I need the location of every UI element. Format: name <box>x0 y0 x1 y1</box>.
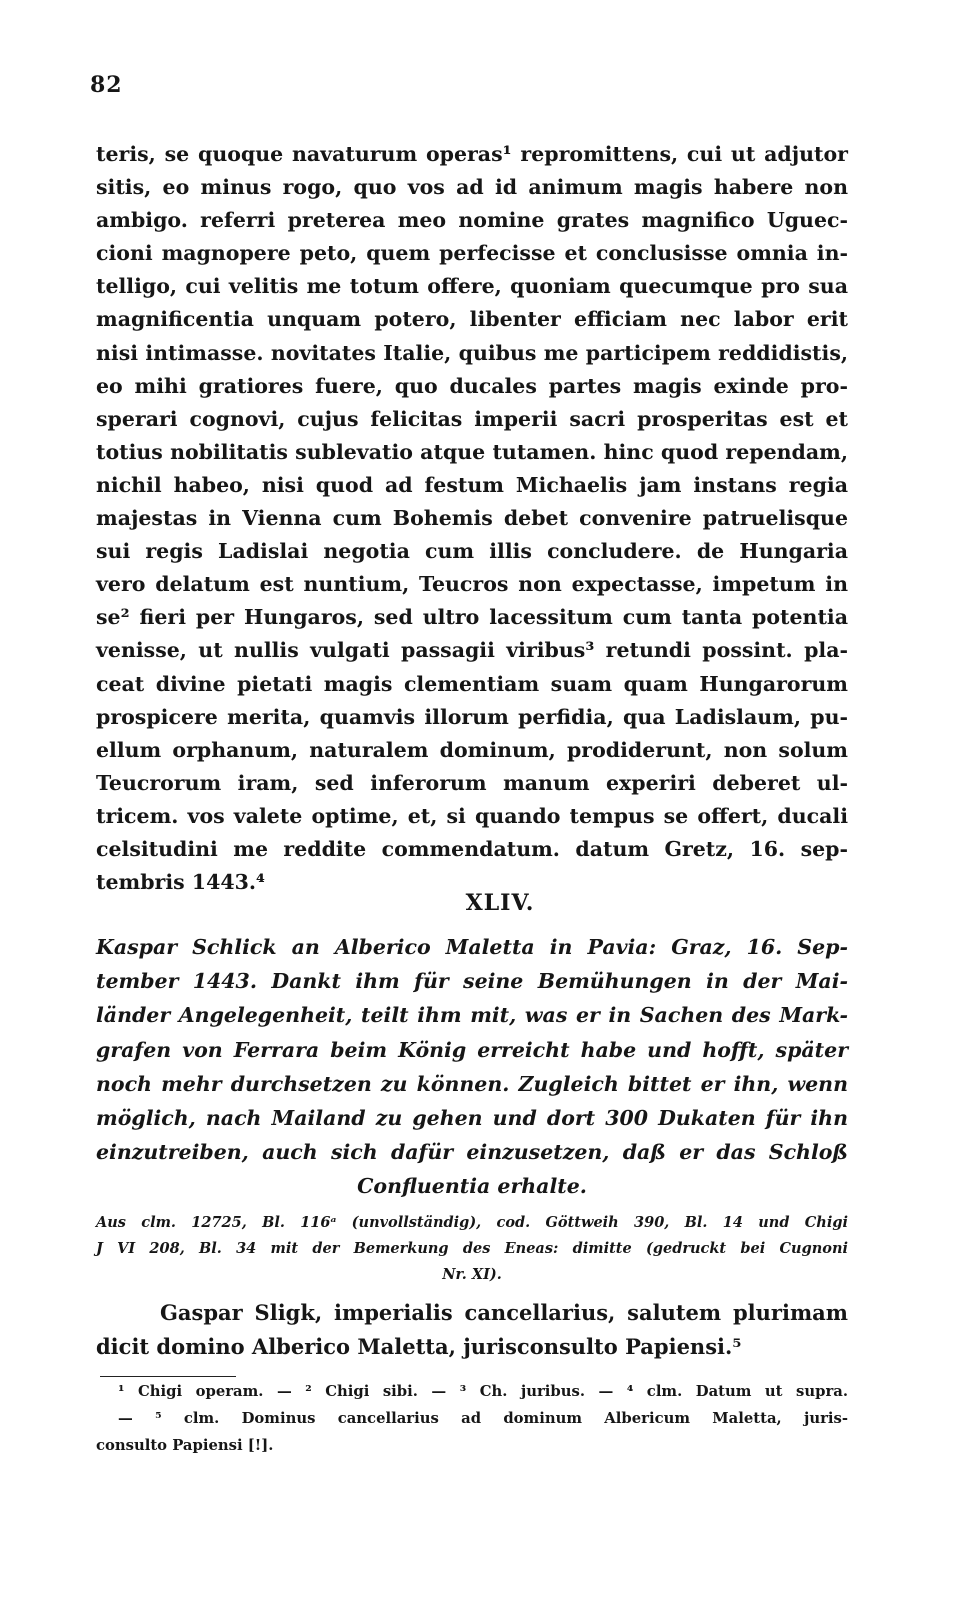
salutation-line: dicit domino Alberico Maletta, jurisconsulto Papiensi.⁵ <box>96 1334 742 1359</box>
body-line: se² fieri per Hungaros, sed ultro lacessitum cum tanta potentia <box>96 605 848 630</box>
source-note <box>96 1210 848 1288</box>
letter-salutation <box>96 1296 848 1364</box>
document-number-heading: XLIV. <box>465 890 535 916</box>
abstract-line: Kaspar Schlick an Alberico Maletta in Pavia: Graz, 16. Sep- <box>96 935 848 959</box>
body-line: cioni magnopere peto, quem perfecisse et conclusisse omnia in- <box>96 241 848 266</box>
footnote-line: ¹ Chigi operam. — ² Chigi sibi. — ³ Ch. juribus. — ⁴ clm. Datum ut supra. <box>118 1383 848 1400</box>
footnote-divider <box>100 1376 236 1377</box>
body-line: sui regis Ladislai negotia cum illis concludere. de Hungaria <box>96 539 848 564</box>
salutation-line: Gaspar Sligk, imperialis cancellarius, salutem plurimam <box>160 1300 848 1325</box>
abstract-line: einzutreiben, auch sich dafür einzusetzen, daß er das Schloß <box>96 1140 848 1165</box>
body-line: sitis, eo minus rogo, quo vos ad id animum magis habere non <box>96 175 848 200</box>
body-line: eo mihi gratiores fuere, quo ducales partes magis exinde pro- <box>96 373 848 398</box>
body-line: sperari cognovi, cujus felicitas imperii sacri prosperitas est et <box>96 406 848 431</box>
body-line: nichil habeo, nisi quod ad festum Michaelis jam instans regia <box>96 472 848 497</box>
abstract-line: möglich, nach Mailand zu gehen und dort 300 Dukaten für ihn <box>96 1106 848 1131</box>
body-line: teris, se quoque navaturum operas¹ repromittens, cui ut adjutor <box>96 142 848 166</box>
body-line: tricem. vos valete optime, et, si quando tempus se offert, ducali <box>96 803 848 828</box>
footnotes <box>96 1378 848 1459</box>
abstract-line: länder Angelegenheit, teilt ihm mit, was er in Sachen des Mark- <box>96 1003 848 1028</box>
body-line: tembris 1443.⁴ <box>96 870 265 895</box>
body-line: magnificentia unquam potero, libenter efficiam nec labor erit <box>96 307 848 332</box>
regest-abstract <box>96 930 848 1204</box>
body-line: ambigo. referri preterea meo nomine grates magnifico Uguec- <box>96 208 848 233</box>
abstract-line: Confluentia erhalte. <box>357 1174 587 1199</box>
body-line: celsitudini me reddite commendatum. datum Gretz, 16. sep- <box>96 836 848 861</box>
body-line: prospicere merita, quamvis illorum perfidia, qua Ladislaum, pu- <box>96 704 848 729</box>
body-line: venisse, ut nullis vulgati passagii viribus³ retundi possint. pla- <box>96 638 848 663</box>
body-line: ellum orphanum, naturalem dominum, prodiderunt, non solum <box>96 737 848 762</box>
source-line: J VI 208, Bl. 34 mit der Bemerkung des Eneas: dimitte (gedruckt bei Cugnoni <box>96 1240 848 1257</box>
page-number: 82 <box>90 72 123 98</box>
source-line: Nr. XI). <box>442 1266 502 1283</box>
source-line: Aus clm. 12725, Bl. 116ᵃ (unvollständig), cod. Göttweih 390, Bl. 14 und Chigi <box>96 1214 848 1231</box>
abstract-line: tember 1443. Dankt ihm für seine Bemühungen in der Mai- <box>96 969 848 994</box>
body-line: majestas in Vienna cum Bohemis debet convenire patruelisque <box>96 506 848 531</box>
body-line: nisi intimasse. novitates Italie, quibus me participem reddidistis, <box>96 340 848 365</box>
body-line: vero delatum est nuntium, Teucros non expectasse, impetum in <box>96 572 848 597</box>
body-line: telligo, cui velitis me totum offere, quoniam quecumque pro sua <box>96 274 848 299</box>
body-line: ceat divine pietati magis clementiam suam quam Hungarorum <box>96 671 848 696</box>
body-line: totius nobilitatis sublevatio atque tutamen. hinc quod rependam, <box>96 439 848 464</box>
body-line: Teucrorum iram, sed inferorum manum experiri deberet ul- <box>96 770 848 795</box>
abstract-line: noch mehr durchsetzen zu können. Zugleich bittet er ihn, wenn <box>96 1071 848 1096</box>
letter-body <box>96 138 848 899</box>
footnote-line: — ⁵ clm. Dominus cancellarius ad dominum Albericum Maletta, juris- <box>118 1410 848 1427</box>
footnote-line: consulto Papiensi [!]. <box>96 1437 274 1454</box>
abstract-line: grafen von Ferrara beim König erreicht habe und hofft, später <box>96 1037 848 1062</box>
